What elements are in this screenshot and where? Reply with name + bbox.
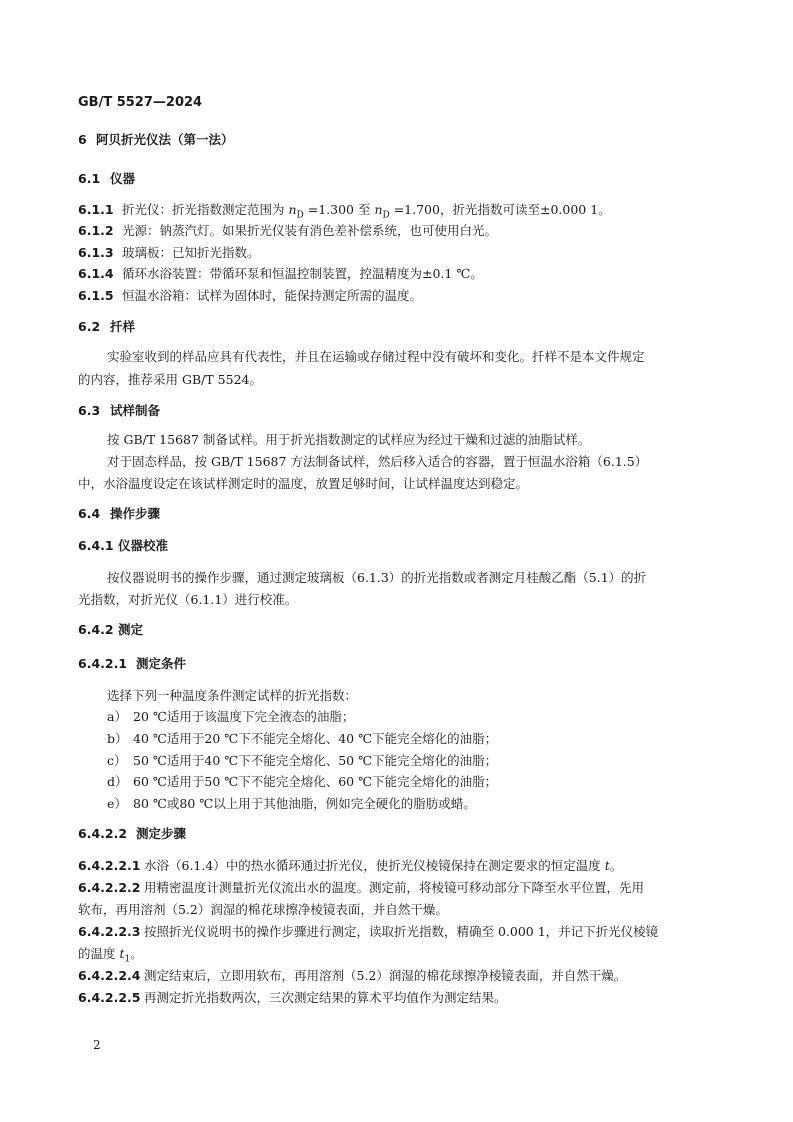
- page-number: 2: [93, 1038, 101, 1052]
- section-6-1-heading: 6.1 仪器: [78, 171, 136, 186]
- step-6-4-2-2-1: 6.4.2.2.1 水浴（6.1.4）中的热水循环通过折光仪，使折光仪棱镜保持在测定要求的恒定温度 t。: [78, 858, 623, 873]
- clause-6-1-5: 6.1.5 恒温水浴箱：试样为固体时，能保持测定所需的温度。: [78, 288, 423, 303]
- standard-code: GB/T 5527—2024: [78, 95, 203, 110]
- condition-item-d: d） 60 ℃适用于50 ℃下不能完全熔化、60 ℃下能完全熔化的油脂；: [107, 774, 498, 789]
- section-6-4-2-1-heading: 6.4.2.1 测定条件: [78, 656, 187, 671]
- conditions-intro: 选择下列一种温度条件测定试样的折光指数：: [107, 688, 358, 703]
- condition-item-e: e） 80 ℃或80 ℃以上用于其他油脂，例如完全硬化的脂肪或蜡。: [107, 796, 476, 811]
- step-6-4-2-2-5: 6.4.2.2.5 再测定折光指数两次，三次测定结果的算术平均值作为测定结果。: [78, 990, 507, 1005]
- section-6-3-heading: 6.3 试样制备: [78, 403, 161, 418]
- section-6-4-1-para-line2: 光指数，对折光仪（6.1.1）进行校准。: [78, 592, 298, 607]
- section-6-3-para2-line2: 中，水浴温度设定在该试样测定时的温度，放置足够时间，让试样温度达到稳定。: [78, 476, 529, 491]
- section-6-heading: 6 阿贝折光仪法（第一法）: [78, 132, 234, 147]
- section-6-4-heading: 6.4 操作步骤: [78, 506, 161, 521]
- section-6-2-para-line1: 实验室收到的样品应具有代表性，并且在运输或存储过程中没有破坏和变化。扦样不是本文件规定: [107, 349, 645, 364]
- step-6-4-2-2-3-line1: 6.4.2.2.3 按照折光仪说明书的操作步骤进行测定，读取折光指数，精确至 0.000 1，并记下折光仪棱镜: [78, 924, 659, 939]
- clause-6-1-1: 6.1.1 折光仪：折光指数测定范围为 $n_D =1.300$ 至 $n_D =1.700$，折光指数可读至±0.000 1。: [78, 202, 611, 221]
- step-6-4-2-2-3-line2: 的温度 $t_1$。: [78, 946, 143, 965]
- condition-item-b: b） 40 ℃适用于20 ℃下不能完全熔化、40 ℃下能完全熔化的油脂；: [107, 731, 498, 746]
- section-6-4-2-heading: 6.4.2 测定: [78, 622, 144, 637]
- section-6-3-para1: 按 GB/T 15687 制备试样。用于折光指数测定的试样应为经过干燥和过滤的油脂试样。: [107, 432, 591, 447]
- section-6-4-2-2-heading: 6.4.2.2 测定步骤: [78, 826, 187, 841]
- clause-6-1-3: 6.1.3 玻璃板：已知折光指数。: [78, 245, 260, 260]
- clause-6-1-2: 6.1.2 光源：钠蒸汽灯。如果折光仪装有消色差补偿系统，也可使用白光。: [78, 223, 498, 238]
- section-6-4-1-para-line1: 按仪器说明书的操作步骤，通过测定玻璃板（6.1.3）的折光指数或者测定月桂酸乙酯（5.1）的折: [107, 570, 647, 585]
- section-6-2-heading: 6.2 扦样: [78, 319, 136, 334]
- step-6-4-2-2-2-line1: 6.4.2.2.2 用精密温度计测量折光仪流出水的温度。测定前，将棱镜可移动部分下降至水平位置，先用: [78, 880, 645, 895]
- section-6-3-para2-line1: 对于固态样品，按 GB/T 15687 方法制备试样，然后移入适合的容器，置于恒温水浴箱（6.1.5）: [107, 454, 648, 469]
- condition-item-a: a） 20 ℃适用于该温度下完全液态的油脂；: [107, 709, 355, 724]
- clause-6-1-4: 6.1.4 循环水浴装置：带循环泵和恒温控制装置，控温精度为±0.1 ℃。: [78, 266, 483, 281]
- step-6-4-2-2-2-line2: 软布，再用溶剂（5.2）润湿的棉花球擦净棱镜表面，并自然干燥。: [78, 902, 448, 917]
- section-6-4-1-heading: 6.4.1 仪器校准: [78, 538, 169, 553]
- condition-item-c: c） 50 ℃适用于40 ℃下不能完全熔化、50 ℃下能完全熔化的油脂；: [107, 753, 498, 768]
- section-6-2-para-line2: 的内容，推荐采用 GB/T 5524。: [78, 372, 262, 387]
- step-6-4-2-2-4: 6.4.2.2.4 测定结束后，立即用软布，再用溶剂（5.2）润湿的棉花球擦净棱镜表面，并自然干燥。: [78, 968, 627, 983]
